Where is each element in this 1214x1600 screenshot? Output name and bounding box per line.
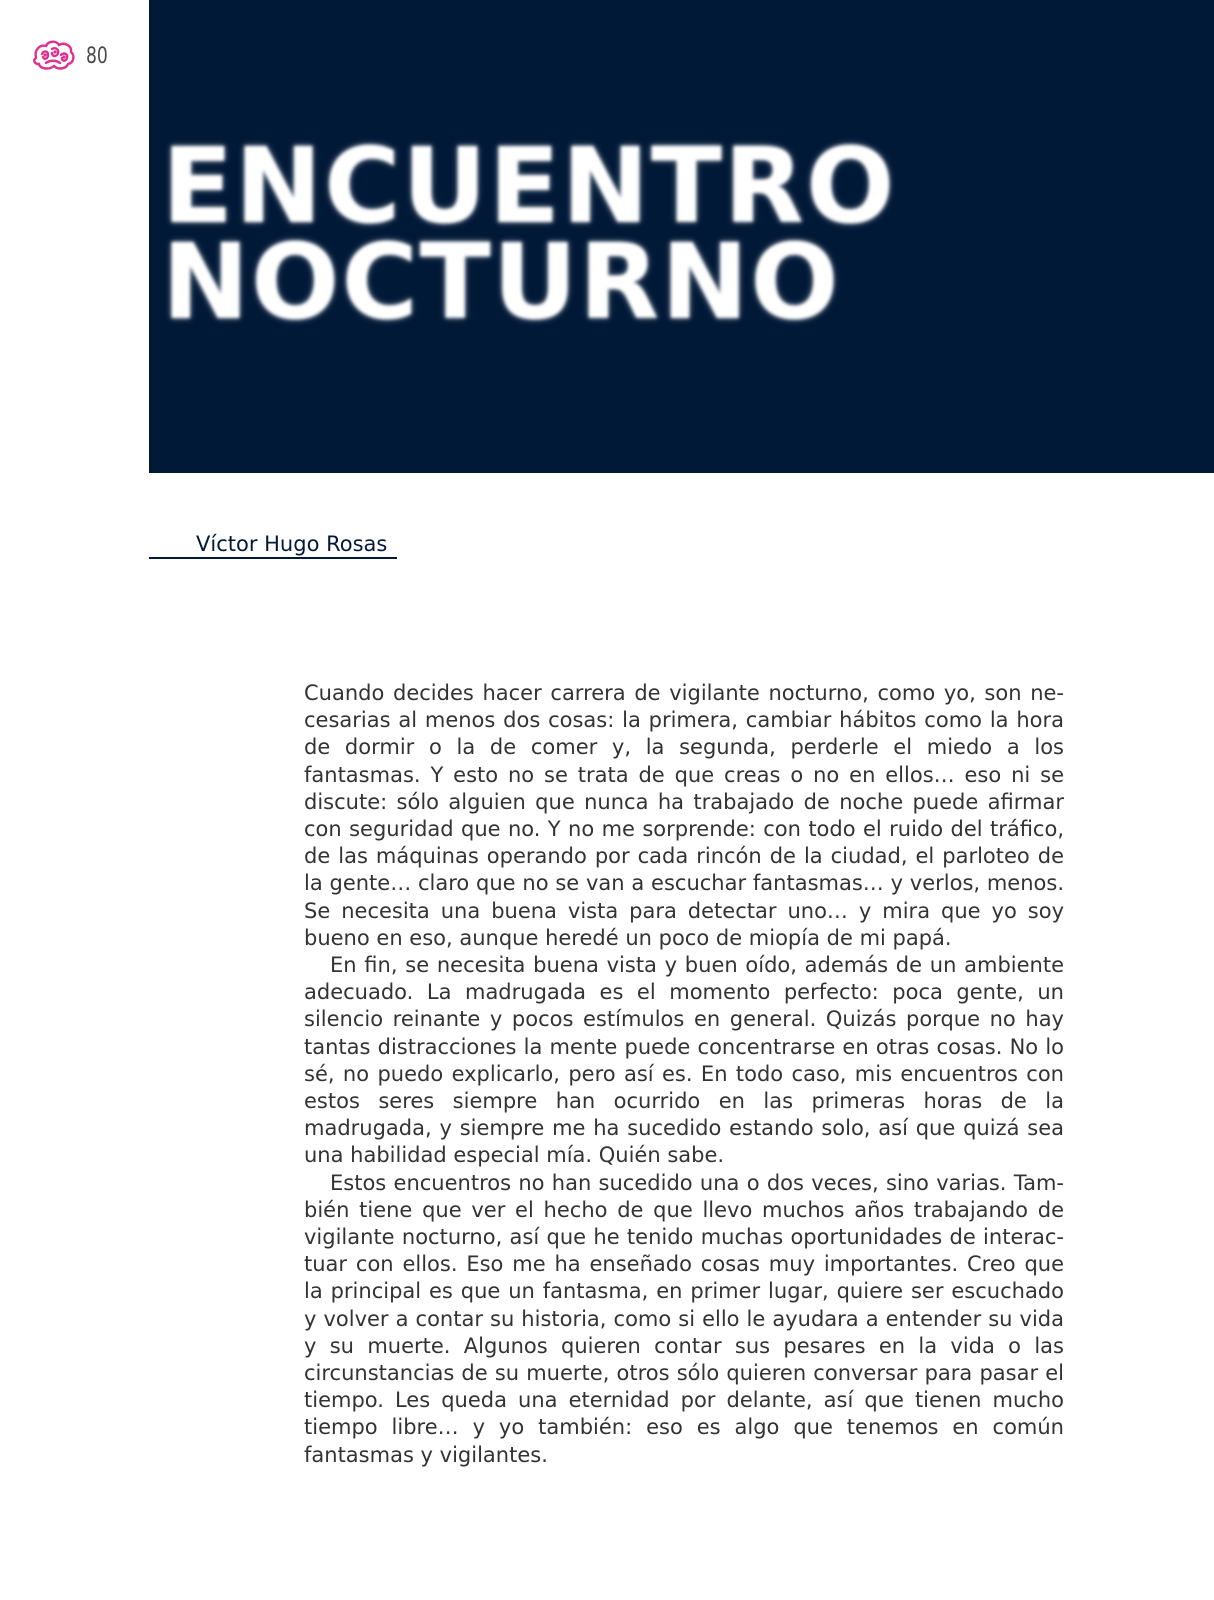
- author-byline: [149, 532, 397, 559]
- article-title: [162, 125, 897, 343]
- paragraph-2: En fin, se necesita buena vista y buen oído, además de un ambiente adecuado. La madrugada es el momento perfecto: poca gente, un silencio reinante y pocos estímulos en general. Quizás porque no hay tantas distracciones la mente puede concentrarse en otras cosas. No lo sé, no puedo explicarlo, pero así es. En todo caso, mis encuentros con estos seres siempre han ocurrido en las primeras horas de la madrugada, y siempre me ha sucedido estando solo, así que quizá sea una habilidad especial mía. Quién sabe.: [304, 953, 1064, 1168]
- article-body: [304, 680, 1064, 1469]
- paragraph-3: Estos encuentros no han sucedido una o dos veces, sino varias. También tiene que ver el hecho de que llevo muchos años trabajando de vigilante nocturno, así que he tenido muchas oportunidades de interactuar con ellos. Eso me ha enseñado cosas muy importantes. Creo que la principal es que un fantasma, en primer lugar, quiere ser escuchado y volver a contar su historia, como si ello le ayudara a entender su vida y su muerte. Algunos quieren contar sus pesares en la vida o las circunstancias de su muerte, otros sólo quieren conversar para pasar el tiempo. Les queda una eternidad por delante, así que tienen mucho tiempo libre… y yo también: eso es algo que tenemos en común fantasmas y vigilantes.: [304, 1170, 1064, 1467]
- magazine-logo-icon: [32, 38, 76, 72]
- title-line-2: NOCTURNO: [162, 221, 841, 343]
- author-name: Víctor Hugo Rosas: [196, 532, 388, 556]
- page-number: 80: [86, 44, 108, 69]
- paragraph-1: Cuando decides hacer carrera de vigilante nocturno, como yo, son necesarias al menos dos cosas: la primera, cambiar hábitos como la hora de dormir o la de comer y, la segunda, perderle el miedo a los fantasmas. Y esto no se trata de que creas o no en ellos… eso ni se discute: sólo alguien que nunca ha trabajado de noche puede afirmar con seguridad que no. Y no me sorprende: con todo el ruido del tráfico, de las máquinas operando por cada rincón de la ciudad, el parloteo de la gente… claro que no se van a escuchar fantasmas… y verlos, menos. Se necesita una buena vista para detectar uno… y mira que yo soy bueno en eso, aunque heredé un poco de miopía de mi papá.: [304, 681, 1064, 950]
- title-line-1: ENCUENTRO: [162, 125, 897, 247]
